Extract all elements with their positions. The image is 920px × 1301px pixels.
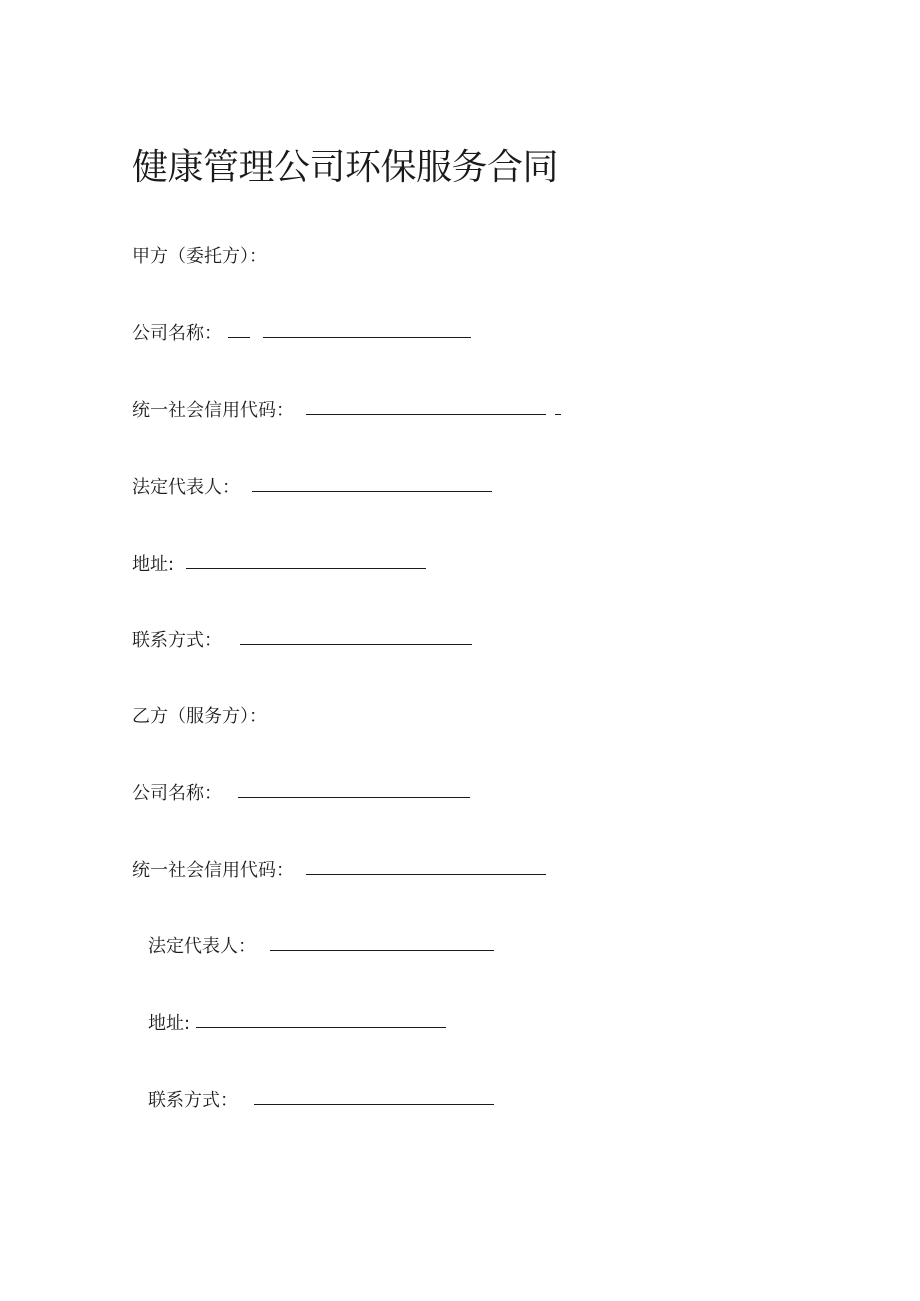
party-a-credit-code-blank[interactable] [306,413,546,415]
party-b-address-label: 地址: [148,1013,191,1034]
party-a-company-blank[interactable] [263,336,471,338]
party-a-company-label: 公司名称： [132,323,222,344]
party-b-address-blank[interactable] [196,1026,446,1028]
party-b-heading-text: 乙方（服务方）： [132,706,267,727]
party-b-contact-blank[interactable] [254,1103,494,1105]
party-b-credit-code-blank[interactable] [306,873,546,875]
party-b-legal-rep-label: 法定代表人： [148,936,256,957]
party-a-contact-blank[interactable] [240,643,472,645]
party-a-legal-rep-blank[interactable] [252,490,492,492]
party-a-address-blank[interactable] [186,567,426,569]
party-b-legal-rep-blank[interactable] [270,949,494,951]
party-b-contact-label: 联系方式： [148,1090,238,1111]
party-b-company-label: 公司名称： [132,783,222,804]
party-a-heading [132,246,267,268]
party-a-credit-code-label: 统一社会信用代码： [132,400,294,421]
party-a-company-blank-short[interactable] [228,336,250,338]
party-b-contact-row [148,1090,494,1112]
party-b-legal-rep-row [148,936,494,958]
party-a-credit-code-blank-tail[interactable] [555,413,561,415]
party-a-contact-row [132,630,472,652]
party-b-heading [132,706,267,728]
party-b-company-row [132,783,470,805]
party-a-address-label: 地址: [132,554,175,575]
party-b-credit-code-label: 统一社会信用代码： [132,860,294,881]
party-a-company-row [132,323,471,345]
party-b-credit-code-row [132,860,546,882]
party-a-heading-text: 甲方（委托方）： [132,246,267,267]
party-a-contact-label: 联系方式： [132,630,222,651]
party-b-company-blank[interactable] [238,796,470,798]
party-a-credit-code-row [132,400,561,422]
party-b-address-row [148,1013,446,1035]
party-a-legal-rep-row [132,477,492,499]
party-a-address-row [132,554,426,576]
document-title: 健康管理公司环保服务合同 [132,147,559,188]
party-a-legal-rep-label: 法定代表人： [132,477,240,498]
